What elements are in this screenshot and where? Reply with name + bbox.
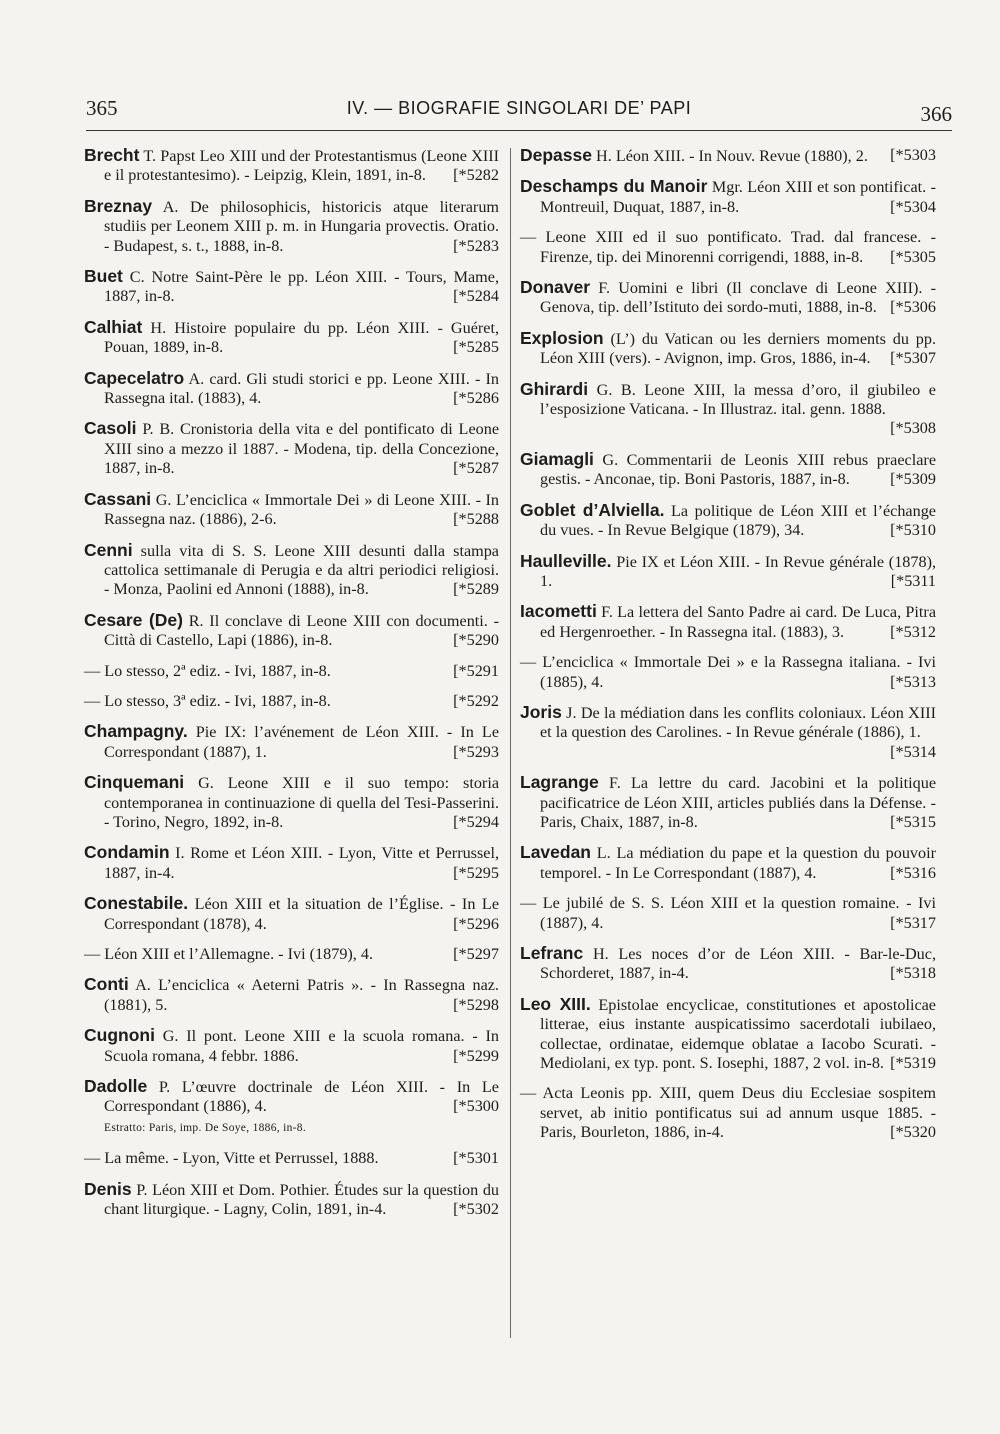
bibliography-entry [520, 894, 936, 933]
entry-author: Capecelatro [84, 367, 185, 388]
entry-author: Cassani [84, 488, 152, 509]
entry-text: Léon XIII et la situation de l’Église. - In Le Correspondant (1878), 4. [104, 895, 499, 933]
entry-reference-number: [*5286 [453, 389, 499, 408]
entry-reference-number: [*5291 [453, 661, 499, 680]
bibliography-entry [84, 1077, 499, 1138]
entry-reference-number: [*5293 [453, 742, 499, 761]
entry-author: Condamin [84, 842, 170, 863]
bibliography-entry [520, 773, 936, 832]
entry-reference-number: [*5289 [453, 580, 499, 599]
bibliography-entry [84, 843, 499, 883]
entry-text: F. La lettre du card. Jacobini et la politique pacificatrice de Léon XIII, articles publiés dans la Défense. - Paris, Chaix, 1887, in-8. [540, 774, 937, 831]
entry-text: G. Il pont. Leone XIII e la scuola romana. - In Scuola romana, 4 febbr. 1886. [104, 1027, 499, 1065]
entry-text: F. Uomini e libri (Il conclave di Leone XIII). - Genova, tip. dell’Istituto dei sordo-muti, 1888, in-8. [540, 279, 937, 317]
entry-author: Cesare (De) [84, 609, 183, 630]
entry-author: Lavedan [520, 842, 591, 863]
entry-reference-number: [*5318 [890, 964, 936, 983]
bibliography-entry [84, 773, 499, 832]
entry-reference-number: [*5305 [890, 247, 936, 266]
entry-text: P. L’œuvre doctrinale de Léon XIII. - In Le Correspondant (1886), 4. [104, 1078, 499, 1116]
entry-author: Leo XIII. [520, 993, 591, 1014]
bibliography-entry [520, 450, 936, 490]
bibliography-entry [84, 419, 499, 478]
entry-text: L. La médiation du pape et la question du pouvoir temporel. - In Le Correspondant (1887), 4. [540, 844, 937, 882]
bibliography-entry [84, 692, 499, 711]
entry-text: H. Les noces d’or de Léon XIII. - Bar-le-Duc, Schorderet, 1887, in-4. [540, 945, 936, 983]
right-column [520, 146, 936, 1154]
entry-reference-number: [*5298 [453, 995, 499, 1014]
entry-author: Iacometti [520, 601, 597, 622]
entry-text: Epistolae encyclicae, constitutiones et apostolicae litterae, eius instante auspicatissimo sacerdotali iubilaeo, collectae, ordinatae, eidemque oblatae a Iacobo Scurati. - Mediolani, ex typ. pont. S. Iosephi, 1887, 2 vol. in-8. [540, 995, 936, 1073]
entry-reference-number: [*5306 [890, 298, 936, 317]
entry-author: Lagrange [520, 772, 599, 793]
entry-author: Haulleville. [520, 550, 612, 571]
left-column [84, 146, 499, 1230]
entry-text: H. Histoire populaire du pp. Léon XIII. - Guéret, Pouan, 1889, in-8. [104, 318, 499, 357]
entry-author: Brecht [84, 145, 140, 165]
entry-text: C. Notre Saint-Père le pp. Léon XIII. - Tours, Mame, 1887, in-8. [104, 268, 499, 306]
entry-author: Conestabile. [84, 893, 189, 914]
entry-text: — Le jubilé de S. S. Léon XIII et la question romaine. - Ivi (1887), 4. [520, 894, 936, 932]
entry-reference-number: [*5290 [453, 631, 499, 650]
bibliography-entry [84, 490, 499, 530]
entry-reference-number: [*5299 [453, 1046, 499, 1065]
entry-text: A. De philosophicis, historicis atque literarum studiis per Leonem XIII p. m. in Hungaria provectis. Oratio. - Budapest, s. t., 1888, in-8. [104, 197, 499, 255]
entry-text: G. B. Leone XIII, la messa d’oro, il giubileo e l’esposizione Vaticana. - In Illustraz. ital. genn. 1888. [540, 380, 936, 419]
bibliography-entry [520, 380, 936, 439]
bibliography-entry [84, 267, 499, 307]
bibliography-entry [84, 318, 499, 358]
entry-reference-number: [*5308 [890, 419, 936, 438]
entry-reference-number: [*5310 [890, 521, 936, 540]
entry-reference-number: [*5311 [890, 571, 936, 590]
entry-author: Cugnoni [84, 1025, 155, 1046]
entry-text: A. L’enciclica « Aeterni Patris ». - In Rassegna naz. (1881), 5. [104, 976, 499, 1014]
entry-reference-number: [*5285 [453, 338, 499, 357]
entry-text: P. Léon XIII et Dom. Pothier. Études sur la question du chant liturgique. - Lagny, Colin, 1891, in-4. [104, 1180, 500, 1219]
entry-reference-number: [*5313 [890, 672, 936, 691]
entry-author: Deschamps du Manoir [520, 176, 708, 197]
bibliography-entry [520, 278, 936, 318]
entry-reference-number: [*5315 [890, 812, 936, 831]
entry-reference-number: [*5284 [453, 287, 499, 306]
entry-author: Joris [520, 701, 562, 722]
entry-author: Breznay [84, 195, 153, 216]
bibliography-entry [84, 662, 499, 681]
entry-text: H. Léon XIII. - In Nouv. Revue (1880), 2. [596, 147, 868, 165]
bibliography-entry [520, 177, 936, 217]
entry-text: — L’enciclica « Immortale Dei » e la Rassegna italiana. - Ivi (1885), 4. [520, 653, 936, 691]
entry-reference-number: [*5287 [453, 459, 499, 478]
entry-text: (L’) du Vatican ou les derniers moments du pp. Léon XIII (vers). - Avignon, imp. Gros, 1886, in-4. [540, 329, 936, 368]
entry-author: Ghirardi [520, 378, 589, 399]
entry-author: Champagny. [84, 721, 188, 742]
bibliography-entry [520, 146, 936, 166]
entry-reference-number: [*5303 [890, 146, 936, 164]
running-header [86, 94, 952, 131]
entry-text: La politique de Léon XIII et l’échange du vues. - In Revue Belgique (1879), 34. [540, 501, 936, 540]
bibliography-entry [84, 197, 499, 256]
entry-reference-number: [*5314 [890, 742, 936, 761]
bibliography-entry [520, 653, 936, 692]
entry-text: — Leone XIII ed il suo pontificato. Trad. dal francese. - Firenze, tip. dei Minorenni corrigendi, 1888, in-8. [520, 228, 936, 266]
entry-reference-number: [*5297 [453, 945, 499, 963]
entry-text: Mgr. Léon XIII et son pontificat. - Montreuil, Duquat, 1887, in-8. [540, 178, 937, 216]
entry-text: Pie IX: l’avénement de Léon XIII. - In Le Correspondant (1887), 1. [104, 723, 500, 761]
entry-text: — Lo stesso, 3ª ediz. - Ivi, 1887, in-8. [84, 691, 331, 710]
entry-reference-number: [*5288 [453, 510, 499, 529]
entry-author: Depasse [520, 145, 592, 165]
entry-author: Giamagli [520, 448, 594, 469]
entry-text: sulla vita di S. S. Leone XIII desunti dalla stampa cattolica settimanale di Perugia e da altri periodici religiosi. - Monza, Paolini ed Annoni (1888), in-8. [104, 541, 499, 599]
entry-author: Calhiat [84, 316, 143, 337]
entry-author: Cenni [84, 539, 133, 560]
entry-text: G. L’enciclica « Immortale Dei » di Leone XIII. - In Rassegna naz. (1886), 2-6. [104, 490, 500, 529]
entry-reference-number: [*5317 [890, 913, 936, 932]
entry-author: Conti [84, 974, 129, 995]
entry-author: Lefranc [520, 943, 584, 963]
bibliography-entry [520, 944, 936, 984]
entry-text: Pie IX et Léon XIII. - In Revue générale (1878), 1. [540, 552, 937, 590]
entry-text: — Léon XIII et l’Allemagne. - Ivi (1879), 4. [84, 945, 374, 963]
entry-author: Dadolle [84, 1076, 148, 1097]
entry-text: — Lo stesso, 2ª ediz. - Ivi, 1887, in-8. [84, 661, 331, 680]
entry-reference-number: [*5319 [890, 1054, 936, 1073]
bibliography-entry [520, 843, 936, 883]
bibliography-entry [84, 975, 499, 1015]
bibliography-entry [84, 369, 499, 409]
entry-text: G. Leone XIII e il suo tempo: storia contemporanea in continuazione di quella del Tesi-Passerini. - Torino, Negro, 1892, in-8. [104, 774, 499, 831]
column-divider [510, 148, 511, 1338]
entry-text: G. Commentarii de Leonis XIII rebus praeclare gestis. - Anconae, tip. Boni Pastoris, 1887, in-8. [540, 450, 936, 489]
entry-reference-number: [*5302 [453, 1200, 499, 1219]
page-number-left: 365 [86, 96, 118, 120]
entry-text: — La même. - Lyon, Vitte et Perrussel, 1888. [84, 1149, 379, 1168]
entry-author: Buet [84, 266, 123, 287]
entry-author: Donaver [520, 277, 591, 298]
entry-author: Denis [84, 1178, 132, 1199]
entry-reference-number: [*5295 [453, 863, 499, 882]
bibliography-entry [84, 722, 499, 762]
entry-author: Cinquemani [84, 772, 185, 793]
entry-reference-number: [*5283 [453, 236, 499, 255]
bibliography-entry [520, 329, 936, 369]
page-number-right: 366 [920, 102, 952, 126]
entry-reference-number: [*5309 [890, 470, 936, 489]
entry-text: P. B. Cronistoria della vita e del pontificato di Leone XIII sino a mezzo il 1887. - Modena, tip. della Concezione, 1887, in-8. [104, 420, 500, 478]
entry-author: Goblet d’Alviella. [520, 499, 665, 520]
bibliography-entry [84, 1180, 499, 1220]
bibliography-entry [84, 1026, 499, 1066]
entry-text: R. Il conclave di Leone XIII con documenti. - Città di Castello, Lapi (1886), in-8. [104, 611, 499, 650]
entry-text: — Acta Leonis pp. XIII, quem Deus diu Ecclesiae sospitem servet, ab initio pontificatus sui ad annum usque 1885. - Paris, Bourleton, 1886, in-4. [520, 1084, 936, 1142]
bibliography-entry [520, 1084, 936, 1142]
bibliography-entry [520, 228, 936, 267]
bibliography-entry [84, 1149, 499, 1168]
entry-note: Estratto: Paris, imp. De Soye, 1886, in-8. [104, 1121, 307, 1134]
entry-reference-number: [*5292 [453, 691, 499, 710]
entry-text: T. Papst Leo XIII und der Protestantismus (Leone XIII e il protestantesimo). - Leipzig, Klein, 1891, in-8. [104, 147, 499, 185]
entry-reference-number: [*5307 [890, 349, 936, 368]
entry-reference-number: [*5300 [453, 1097, 499, 1116]
entry-text: F. La lettera del Santo Padre ai card. De Luca, Pitra ed Hergenroether. - In Rassegna ital. (1883), 3. [540, 603, 937, 641]
bibliography-entry [520, 501, 936, 541]
entry-reference-number: [*5304 [890, 197, 936, 216]
bibliography-entry [520, 995, 936, 1074]
entry-text: I. Rome et Léon XIII. - Lyon, Vitte et Perrussel, 1887, in-4. [104, 844, 500, 882]
bibliography-entry [84, 611, 499, 651]
bibliography-entry [520, 552, 936, 592]
entry-text: J. De la médiation dans les conflits coloniaux. Léon XIII et la question des Carolines. - In Revue générale (1886), 1. [540, 703, 937, 742]
entry-author: Casoli [84, 418, 137, 439]
entry-reference-number: [*5296 [453, 914, 499, 933]
entry-reference-number: [*5320 [890, 1123, 936, 1142]
entry-reference-number: [*5312 [890, 622, 936, 641]
entry-reference-number: [*5316 [890, 863, 936, 882]
running-title: IV. — BIOGRAFIE SINGOLARI DE’ PAPI [346, 98, 692, 118]
entry-text: A. card. Gli studi storici e pp. Leone XIII. - In Rassegna ital. (1883), 4. [104, 369, 500, 408]
entry-reference-number: [*5282 [453, 166, 499, 185]
bibliography-entry [84, 894, 499, 934]
entry-reference-number: [*5301 [453, 1149, 499, 1168]
entry-author: Explosion [520, 327, 604, 348]
bibliography-entry [84, 945, 499, 964]
bibliography-entry [84, 146, 499, 186]
bibliography-entry [84, 541, 499, 600]
bibliography-entry [520, 703, 936, 762]
bibliography-entry [520, 602, 936, 642]
entry-reference-number: [*5294 [453, 812, 499, 831]
